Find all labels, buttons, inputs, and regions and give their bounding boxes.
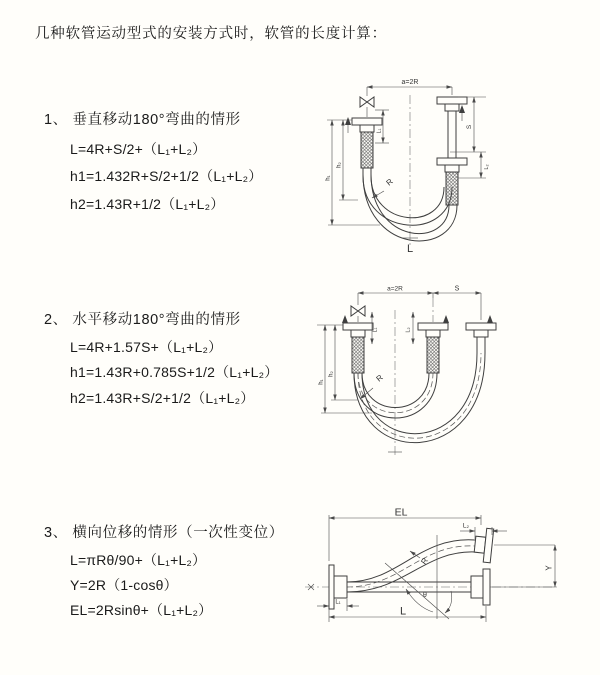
- dim-label-h1: h₁: [325, 175, 332, 181]
- valve-icon: [351, 293, 365, 322]
- section3-formula-l: L=πRθ/90+（L₁+L₂）: [70, 552, 207, 568]
- section2-formula-h1: h1=1.43R+0.785S+1/2（L₁+L₂）: [70, 364, 279, 380]
- lower-right-flange: [471, 569, 555, 605]
- dim-label-y: Y: [544, 565, 554, 571]
- dimension-a2r: [367, 79, 452, 95]
- section2-heading: 2、 水平移动180°弯曲的情形: [44, 312, 241, 328]
- up-arrow-icon: [487, 315, 493, 323]
- up-arrow-icon: [443, 315, 449, 323]
- angle-construction: [385, 535, 452, 619]
- page-title: 几种软管运动型式的安装方式时，软管的长度计算：: [35, 26, 387, 42]
- section3-heading: 3、 横向位移的情形（一次性变位）: [44, 525, 284, 541]
- dim-label-a2r: a=2R: [387, 285, 403, 293]
- radius-label: R: [374, 372, 385, 384]
- middle-pipe-assembly: [418, 315, 449, 373]
- valve-icon: [360, 87, 374, 117]
- dim-label-l2: L₂: [484, 164, 490, 170]
- dim-label-el: EL: [394, 506, 408, 519]
- dim-label-l2: L₂: [462, 522, 470, 530]
- hose-curves: [354, 353, 485, 443]
- angle-label: θ: [423, 592, 427, 599]
- upper-right-flange: [473, 527, 493, 563]
- section3-formula-el: EL=2Rsinθ+（L₁+L₂）: [70, 602, 213, 618]
- dimension-l: [329, 606, 486, 623]
- section1-heading: 1、 垂直移动180°弯曲的情形: [44, 112, 241, 128]
- dimension-l1: [372, 312, 379, 344]
- dim-label-l1: L₁: [335, 599, 341, 606]
- dimension-l1: [317, 599, 359, 611]
- diagram-vertical-180-bend: [300, 75, 590, 255]
- braided-hose-section: [446, 172, 458, 205]
- section1-formula-l: L=4R+S/2+（L₁+L₂）: [70, 141, 207, 157]
- section3-formula-y: Y=2R（1-cosθ）: [70, 577, 178, 593]
- up-arrow-icon: [459, 105, 465, 113]
- dim-label-h2: h₂: [328, 371, 335, 377]
- diagram-horizontal-180-bend: [300, 282, 590, 472]
- section2-formula-h2: h2=1.43R+S/2+1/2（L₁+L₂）: [70, 390, 255, 406]
- dimension-l2: [406, 312, 414, 344]
- dim-label-s: S: [466, 124, 473, 130]
- dim-label-l2: L₂: [405, 327, 412, 333]
- dim-label-l: L: [399, 605, 407, 618]
- braided-hose-section: [361, 132, 373, 168]
- length-label: L: [406, 243, 414, 255]
- left-pipe-assembly: [342, 293, 373, 373]
- dim-label-l1: L₁: [376, 128, 383, 134]
- dim-label-h2: h₂: [336, 162, 343, 168]
- section2-formula-l: L=4R+1.57S+（L₁+L₂）: [70, 339, 223, 355]
- hose-curve: [347, 540, 475, 592]
- dim-label-h1: h₁: [318, 379, 325, 385]
- section1-formula-h2: h2=1.43R+1/2（L₁+L₂）: [70, 196, 225, 212]
- dimension-a2r-s: [358, 286, 481, 321]
- up-arrow-icon: [342, 315, 348, 323]
- right-pipe-assembly: [437, 97, 467, 205]
- radius-label: R: [419, 556, 430, 567]
- braided-hose-section: [352, 337, 364, 373]
- right-pipe-assembly: [466, 315, 496, 353]
- dimension-l1: [375, 110, 389, 143]
- up-arrow-icon: [345, 117, 351, 125]
- braided-hose-section: [427, 337, 439, 373]
- radius-label: R: [384, 176, 395, 188]
- dimension-y: [494, 545, 555, 587]
- section1-formula-h1: h1=1.432R+S/2+1/2（L₁+L₂）: [70, 168, 263, 184]
- dim-label-l1: L₁: [372, 327, 379, 333]
- dim-label-s: S: [454, 285, 460, 293]
- diagram-lateral-displacement: [303, 505, 595, 660]
- dim-label-a2r: a=2R: [401, 79, 419, 86]
